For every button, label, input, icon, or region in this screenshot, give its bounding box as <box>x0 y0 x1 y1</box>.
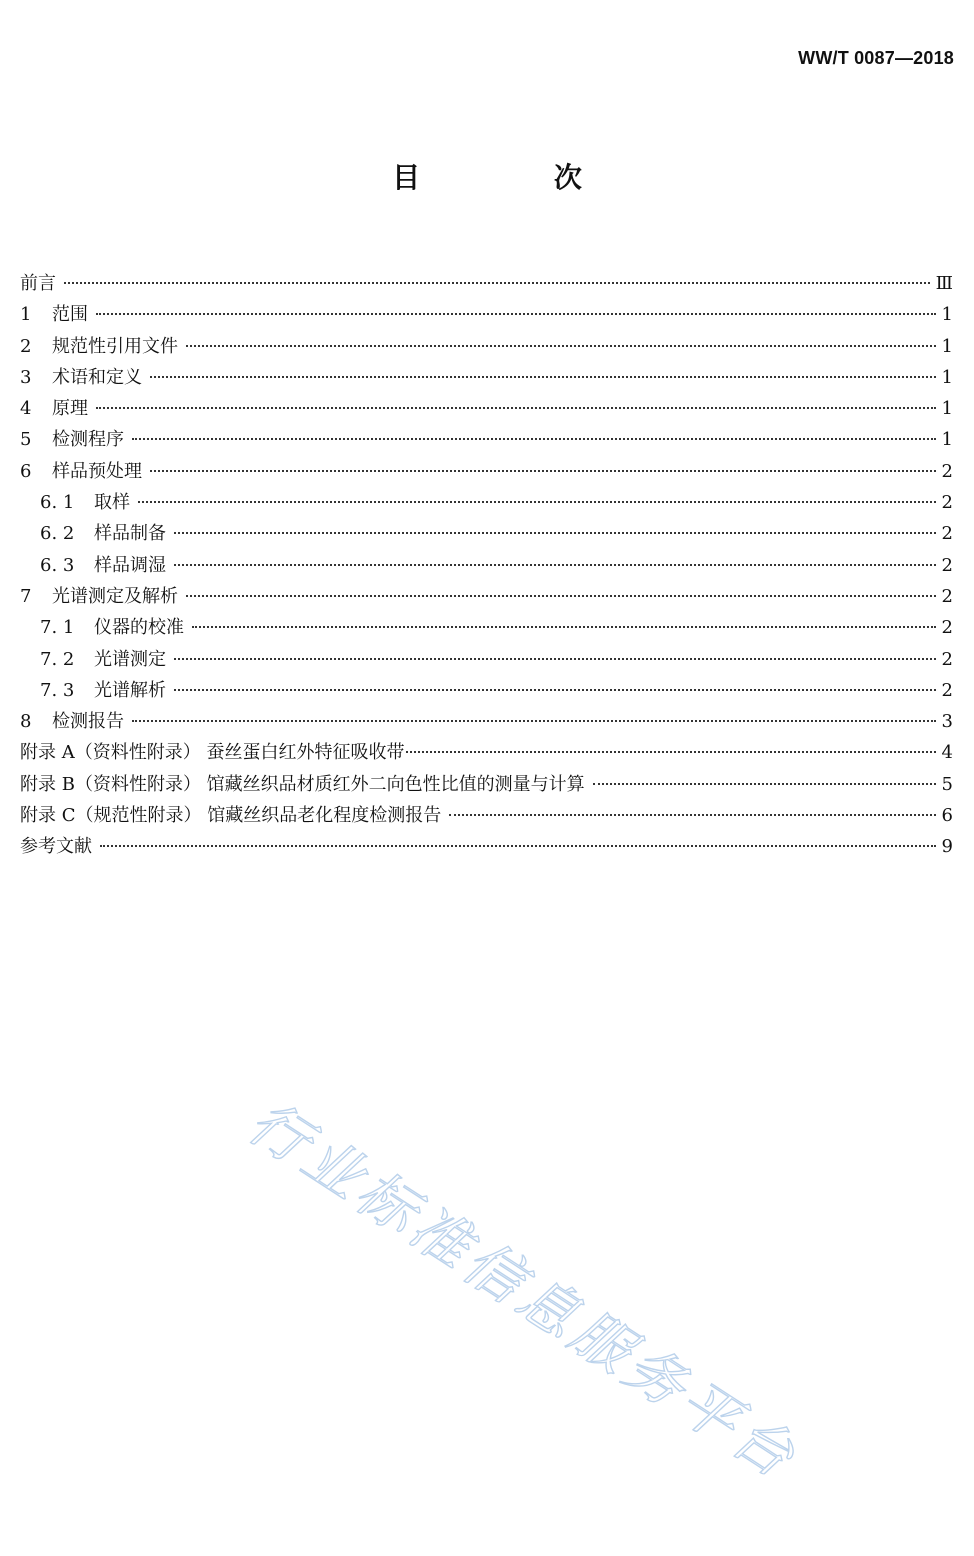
toc-entry-6-1[interactable] <box>20 487 953 518</box>
toc-entry-5[interactable] <box>20 424 953 455</box>
toc-entry-number: 6 <box>20 460 32 482</box>
toc-dot-leader <box>174 689 936 691</box>
toc-entry-7-1[interactable] <box>20 612 953 643</box>
toc-entry-page: 3 <box>941 711 953 733</box>
toc-entry-label: 范围 <box>52 304 88 326</box>
toc-entry-2[interactable] <box>20 331 953 362</box>
toc-entry-number: 3 <box>20 366 32 388</box>
toc-entry-number: 6. 2 <box>40 523 75 545</box>
toc-entry-8[interactable] <box>20 706 953 737</box>
table-of-contents <box>20 268 953 863</box>
toc-dot-leader <box>132 720 936 722</box>
toc-dot-leader <box>174 564 936 566</box>
toc-entry-number: 7 <box>20 585 32 607</box>
toc-entry-label: 光谱解析 <box>94 679 166 701</box>
toc-entry-page: 2 <box>941 492 953 514</box>
toc-entry-number: 4 <box>20 398 32 420</box>
toc-entry-number: 6. 3 <box>40 554 75 576</box>
toc-entry-page: 1 <box>941 366 953 388</box>
toc-entry-label: 检测报告 <box>52 711 124 733</box>
toc-entry-page: 1 <box>941 304 953 326</box>
toc-entry-label: 检测程序 <box>52 429 124 451</box>
toc-dot-leader <box>96 407 936 409</box>
toc-entry-number: 7. 3 <box>40 679 75 701</box>
toc-entry-foreword[interactable] <box>20 268 953 299</box>
toc-entry-page: 2 <box>941 523 953 545</box>
toc-entry-6[interactable] <box>20 456 953 487</box>
toc-entry-label: 前言 <box>20 273 56 294</box>
toc-entry-label: 取样 <box>94 492 130 514</box>
toc-entry-label: 样品预处理 <box>52 460 142 482</box>
standard-code: WW/T 0087—2018 <box>798 48 954 68</box>
toc-entry-1[interactable] <box>20 299 953 330</box>
toc-entry-page: 9 <box>941 836 953 858</box>
toc-entry-label: 附录 C（规范性附录） 馆藏丝织品老化程度检测报告 <box>20 805 442 827</box>
toc-entry-label: 样品调湿 <box>94 554 166 576</box>
toc-entry-3[interactable] <box>20 362 953 393</box>
toc-entry-page: 2 <box>941 585 953 607</box>
page-title: 目 次 <box>392 161 644 194</box>
toc-dot-leader <box>192 626 936 628</box>
toc-entry-4[interactable] <box>20 393 953 424</box>
toc-entry-7-2[interactable] <box>20 644 953 675</box>
toc-dot-leader <box>186 345 936 347</box>
toc-entry-appendix-c[interactable] <box>20 800 953 831</box>
toc-entry-label: 仪器的校准 <box>94 617 184 639</box>
toc-entry-page: Ⅲ <box>935 273 953 294</box>
toc-dot-leader <box>174 532 936 534</box>
toc-entry-number: 1 <box>20 304 32 326</box>
toc-dot-leader <box>96 313 936 315</box>
toc-entry-label: 光谱测定 <box>94 648 166 670</box>
toc-entry-appendix-b[interactable] <box>20 769 953 800</box>
toc-entry-label: 术语和定义 <box>52 366 142 388</box>
toc-entry-number: 8 <box>20 711 32 733</box>
toc-entry-6-3[interactable] <box>20 550 953 581</box>
toc-entry-page: 1 <box>941 335 953 357</box>
toc-entry-label: 规范性引用文件 <box>52 335 178 357</box>
toc-entry-label: 参考文献 <box>20 836 92 858</box>
toc-entry-page: 1 <box>941 398 953 420</box>
toc-entry-page: 2 <box>941 679 953 701</box>
toc-dot-leader <box>449 814 935 816</box>
toc-entry-7-3[interactable] <box>20 675 953 706</box>
toc-entry-page: 2 <box>941 460 953 482</box>
toc-entry-label: 附录 A（资料性附录） 蚕丝蛋白红外特征吸收带 <box>20 742 405 764</box>
toc-dot-leader <box>406 751 935 753</box>
toc-dot-leader <box>138 501 936 503</box>
toc-dot-leader <box>64 282 930 284</box>
toc-dot-leader <box>593 783 936 785</box>
toc-entry-label: 样品制备 <box>94 523 166 545</box>
toc-entry-number: 7. 2 <box>40 648 75 670</box>
toc-entry-page: 4 <box>941 742 953 764</box>
toc-dot-leader <box>132 438 936 440</box>
toc-entry-page: 2 <box>941 554 953 576</box>
toc-entry-page: 1 <box>941 429 953 451</box>
toc-entry-number: 2 <box>20 335 32 357</box>
toc-entry-page: 2 <box>941 617 953 639</box>
toc-entry-label: 光谱测定及解析 <box>52 585 178 607</box>
toc-entry-6-2[interactable] <box>20 518 953 549</box>
toc-dot-leader <box>100 845 936 847</box>
toc-entry-page: 6 <box>941 805 953 827</box>
toc-dot-leader <box>186 595 936 597</box>
toc-dot-leader <box>150 376 936 378</box>
toc-entry-label: 附录 B（资料性附录） 馆藏丝织品材质红外二向色性比值的测量与计算 <box>20 773 585 795</box>
toc-entry-number: 5 <box>20 429 32 451</box>
toc-entry-page: 5 <box>941 773 953 795</box>
toc-entry-appendix-a[interactable] <box>20 737 953 768</box>
toc-dot-leader <box>174 658 936 660</box>
toc-entry-number: 7. 1 <box>40 617 75 639</box>
toc-entry-number: 6. 1 <box>40 492 75 514</box>
watermark-text: 行业标准信息服务平台 <box>236 1087 811 1494</box>
toc-dot-leader <box>150 470 936 472</box>
toc-entry-references[interactable] <box>20 831 953 862</box>
toc-entry-page: 2 <box>941 648 953 670</box>
toc-entry-7[interactable] <box>20 581 953 612</box>
toc-entry-label: 原理 <box>52 398 88 420</box>
